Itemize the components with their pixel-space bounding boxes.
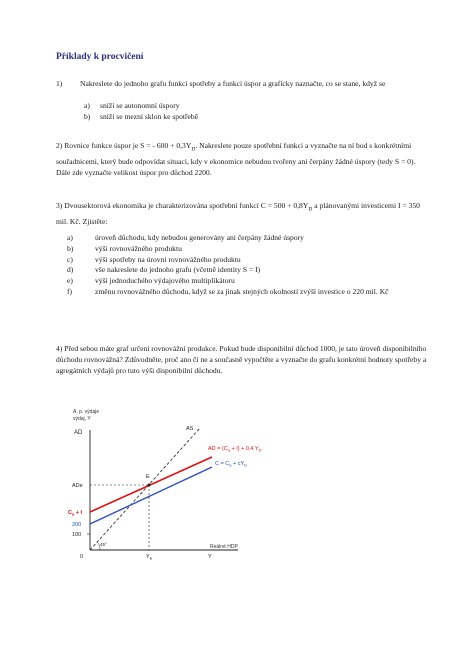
c-line: [90, 467, 212, 524]
y-axis-title-1: A. p. výdaje: [73, 409, 100, 415]
question-1: [56, 79, 430, 90]
ye-label: $Y_E$: [146, 554, 153, 561]
question-1-items: [84, 101, 414, 123]
list-item: b) výši rovnovážného produktu: [67, 243, 182, 253]
equilibrium-label: E: [146, 474, 150, 480]
ad-line-label: AD = $(C_a + I) + 0,4$ $Y_D$: [208, 446, 262, 453]
list-item: a) sníží se autonomní úspory: [84, 101, 180, 110]
question-3: 3) Dvousektorová ekonomika je charakterizována spotřební funkcí $C = 500 + 0,8Y_D$ a plánovanými investicemi I = 350 mil. Kč. Zjistěte:: [56, 201, 420, 226]
equilibrium-graph: [60, 400, 310, 575]
y-axis-title-2: výdaj, Y: [73, 416, 91, 422]
ade-label: ADe: [72, 483, 83, 489]
y-axis-label: AD: [74, 430, 83, 436]
question-text: Nakreslete do jednoho grafu funkci spotřeby a funkci úspor a graficky naznačte, co se stane, když se: [80, 79, 386, 88]
line-45-degree: [90, 428, 200, 550]
page-title: Příklady k procvičení: [56, 52, 144, 62]
list-item: e) výši jednoduchého výdajového multiplikátoru: [67, 276, 235, 286]
list-item: d) vše nakreslete do jednoho grafu (včetně identity S = I): [67, 265, 261, 275]
line-45-label: AS: [186, 426, 194, 432]
angle-label: 45°: [100, 542, 107, 547]
value-200-label: 200: [72, 522, 82, 528]
question-2: 2) Rovnice funkce úspor je S = - $600 + 0,3Y_D$. Nakreslete pouze spotřební funkci a vyznačte na ní bod s konkrétními souřadnicemi, který bude odpovídat situaci, kdy v ekonomice nebudou tvořeny ani čerpány žádné úspory (tedy S = 0). Dále zde vyznačte velikost úspor pro důchod 2200.: [56, 141, 416, 177]
ad-line: [90, 457, 212, 512]
question-4: 4) Před sebou máte graf určení rovnovážní produkce. Pokud bude disponibilní důchod 1000, je tato úroveň disponibilního důchodu rovnovážná? Zdůvodněte, proč ano či ne a současně vypočtěte a vyznačte do grafu konkrétní hodnoty spotřeby a agregátních výdajů pro tuto výši disponibilní důchodu.: [56, 344, 427, 375]
cai-label: $C_a + I$: [68, 510, 83, 517]
list-item: f) změnu rovnovážného důchodu, když se za jinak stejných okolností zvýší investice o 220 mil. Kč: [67, 286, 389, 296]
question-number: 1): [56, 79, 63, 88]
list-item: b) sníží se mezní sklon ke spotřebě: [84, 111, 199, 121]
question-3-items: [67, 233, 417, 298]
origin-label: 0: [80, 554, 84, 560]
list-item: a) úroveň důchodu, kdy nebudou generovány ani čerpány žádné úspory: [67, 233, 304, 242]
list-item: c) výši spotřeby na úrovni rovnovážného produktu: [67, 254, 241, 264]
value-100-label: 100: [72, 532, 82, 538]
y-label: Y: [208, 554, 212, 560]
x-axis-label: Reálné HDP: [210, 544, 238, 550]
c-line-label: $C = C_a + cY_D$: [215, 461, 248, 468]
